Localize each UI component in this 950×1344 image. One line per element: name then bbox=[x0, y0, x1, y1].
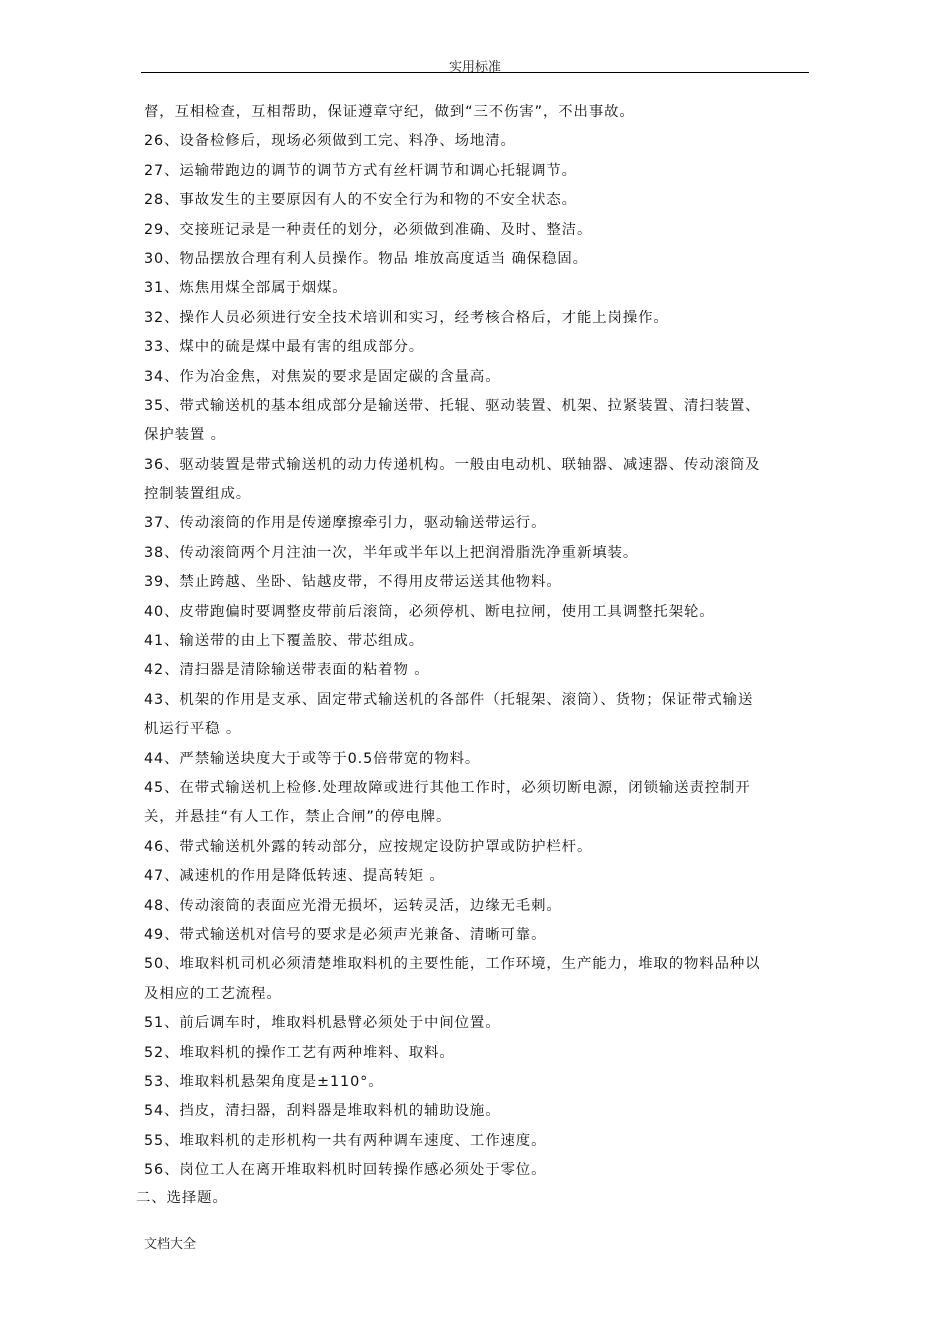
document-line: 30、物品摆放合理有利人员操作。物品 堆放高度适当 确保稳固。 bbox=[144, 250, 588, 267]
document-line: 50、堆取料机司机必须清楚堆取料机的主要性能，工作环境，生产能力，堆取的物料品种以 bbox=[144, 956, 761, 973]
document-line: 42、清扫器是清除输送带表面的粘着物 。 bbox=[144, 662, 430, 679]
document-line: 51、前后调车时，堆取料机悬臂必须处于中间位置。 bbox=[144, 1015, 501, 1032]
page-footer: 文档大全 bbox=[144, 1237, 197, 1252]
document-line: 26、设备检修后，现场必须做到工完、料净、场地清。 bbox=[144, 133, 516, 150]
document-line: 29、交接班记录是一种责任的划分，必须做到准确、及时、整洁。 bbox=[144, 221, 593, 238]
document-line: 46、带式输送机外露的转动部分，应按规定设防护罩或防护栏杆。 bbox=[144, 838, 593, 855]
document-line: 机运行平稳 。 bbox=[144, 721, 242, 738]
document-line: 49、带式输送机对信号的要求是必须声光兼备、清晰可靠。 bbox=[144, 926, 547, 943]
document-line: 27、运输带跑边的调节的调节方式有丝杆调节和调心托辊调节。 bbox=[144, 162, 577, 179]
document-line: 44、严禁输送块度大于或等于0.5倍带宽的物料。 bbox=[144, 750, 481, 767]
header-divider bbox=[141, 72, 809, 73]
document-line: 43、机架的作用是支承、固定带式输送机的各部件（托辊架、滚筒）、货物；保证带式输送 bbox=[144, 691, 754, 708]
document-line: 55、堆取料机的走形机构一共有两种调车速度、工作速度。 bbox=[144, 1132, 547, 1149]
document-line: 34、作为冶金焦，对焦炭的要求是固定碳的含量高。 bbox=[144, 368, 501, 385]
document-line: 督，互相检查，互相帮助，保证遵章守纪，做到“三不伤害”，不出事故。 bbox=[144, 104, 635, 120]
document-line: 47、减速机的作用是降低转速、提高转矩 。 bbox=[144, 868, 445, 885]
document-line: 关，并悬挂“有人工作，禁止合闸”的停电牌。 bbox=[144, 809, 452, 826]
document-line: 39、禁止跨越、坐卧、钻越皮带，不得用皮带运送其他物料。 bbox=[144, 574, 562, 591]
document-line: 28、事故发生的主要原因有人的不安全行为和物的不安全状态。 bbox=[144, 192, 577, 209]
page-header-title: 实用标准 bbox=[448, 60, 501, 75]
document-line: 32、操作人员必须进行安全技术培训和实习，经考核合格后，才能上岗操作。 bbox=[144, 309, 669, 326]
document-body bbox=[144, 98, 824, 1185]
document-line: 53、堆取料机悬架角度是±110°。 bbox=[144, 1073, 384, 1090]
document-line: 保护装置 。 bbox=[144, 427, 226, 444]
section-heading: 二、选择题。 bbox=[136, 1190, 228, 1206]
document-line: 37、传动滚筒的作用是传递摩擦牵引力，驱动输送带运行。 bbox=[144, 515, 547, 532]
document-line: 35、带式输送机的基本组成部分是输送带、托辊、驱动装置、机架、拉紧装置、清扫装置、 bbox=[144, 397, 761, 414]
document-line: 控制装置组成。 bbox=[144, 486, 252, 503]
document-line: 45、在带式输送机上检修.处理故障或进行其他工作时，必须切断电源，闭锁输送责控制开 bbox=[144, 779, 751, 796]
document-line: 48、传动滚筒的表面应光滑无损坏，运转灵活，边缘无毛刺。 bbox=[144, 897, 562, 914]
document-line: 40、皮带跑偏时要调整皮带前后滚筒，必须停机、断电拉闸，使用工具调整托架轮。 bbox=[144, 603, 715, 620]
document-line: 52、堆取料机的操作工艺有两种堆料、取料。 bbox=[144, 1044, 455, 1061]
document-line: 56、岗位工人在离开堆取料机时回转操作感必须处于零位。 bbox=[144, 1162, 547, 1179]
document-line: 36、驱动装置是带式输送机的动力传递机构。一般由电动机、联轴器、减速器、传动滚筒及 bbox=[144, 456, 761, 473]
document-line: 及相应的工艺流程。 bbox=[144, 985, 282, 1002]
document-line: 41、输送带的由上下覆盖胶、带芯组成。 bbox=[144, 633, 425, 650]
document-line: 33、煤中的硫是煤中最有害的组成部分。 bbox=[144, 339, 425, 356]
document-line: 38、传动滚筒两个月注油一次，半年或半年以上把润滑脂洗净重新填装。 bbox=[144, 544, 639, 561]
document-line: 31、炼焦用煤全部属于烟煤。 bbox=[144, 280, 348, 297]
document-line: 54、挡皮，清扫器，刮料器是堆取料机的辅助设施。 bbox=[144, 1103, 501, 1120]
